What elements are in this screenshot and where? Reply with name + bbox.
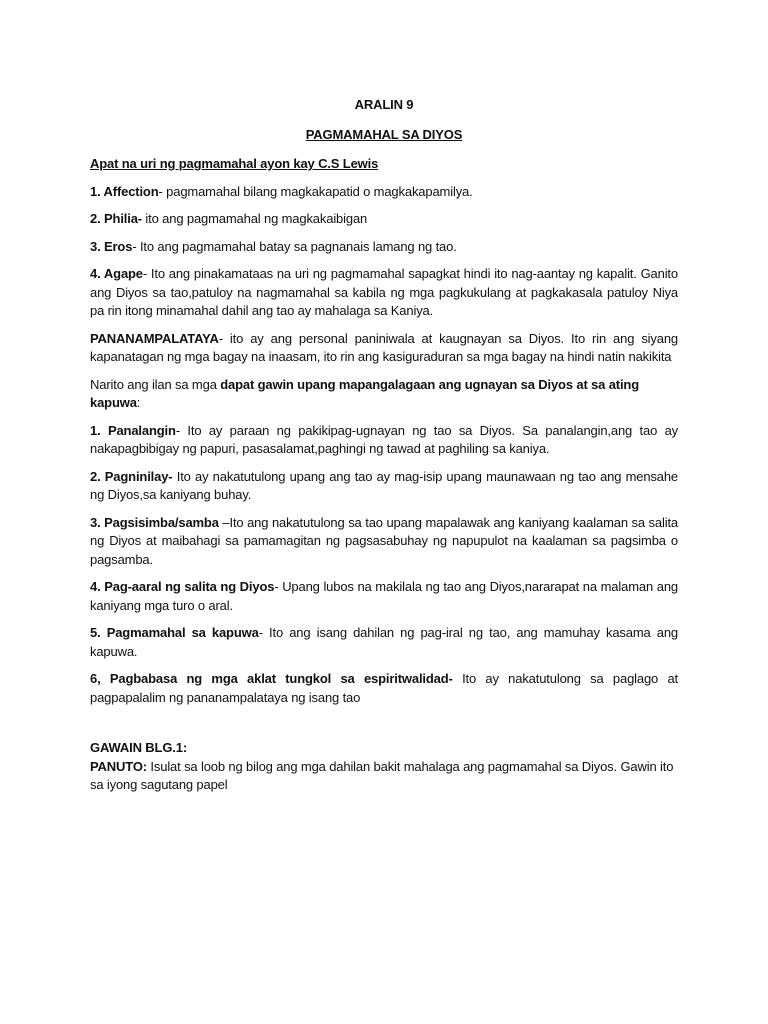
document-body [90, 96, 678, 795]
way-item [90, 578, 678, 615]
love-type-term: 3. Eros [90, 238, 133, 254]
way-text: - Upang lubos na makilala ng tao ang Diyos,nararapat na malaman ang kaniyang mga turo o aral. [90, 579, 678, 613]
way-item [90, 670, 678, 707]
way-text: –Ito ang nakatutulong sa tao upang mapalawak ang kaniyang kaalaman sa salita ng Diyos at maibahagi sa pamamagitan ng pagsasabuhay ng napupulot na kaalaman sa pagsimba o pagsamba. [90, 514, 678, 567]
love-type-term: 2. Philia- [90, 211, 142, 226]
way-term: 2. Pagninilay- [90, 468, 173, 484]
activity-instructions [90, 758, 678, 795]
way-item [90, 468, 678, 505]
way-term: 6, Pagbabasa ng mga aklat tungkol sa espiritwalidad- [90, 671, 453, 686]
love-type-text: ito ang pagmamahal ng magkakaibigan [141, 211, 368, 226]
activity-label: PANUTO: [90, 758, 147, 774]
faith-term: PANANAMPALATAYA [90, 330, 219, 346]
activity-section [90, 739, 678, 795]
way-term: 4. Pag-aaral ng salita ng Diyos [90, 579, 275, 594]
way-term: 5. Pagmamahal sa kapuwa [90, 625, 259, 640]
love-type-text: - Ito ang pinakamataas na uri ng pagmamahal sapagkat hindi ito nag-aantay ng kapalit. Ganito ang Diyos sa tao,patuloy na nagmamahal sa kabila ng mga pagkukulang at pagkakasala patuloy Niya pa rin itong minamahal dahil ang tao ay mahalaga sa Kaniya. [90, 266, 678, 318]
love-type-item [90, 238, 678, 257]
faith-definition [90, 330, 678, 367]
way-text: Ito ay nakatutulong upang ang tao ay mag-isip upang maunawaan ng tao ang mensahe ng Diyos,sa kaniyang buhay. [90, 468, 679, 502]
lewis-heading: Apat na uri ng pagmamahal ayon kay C.S Lewis [90, 156, 379, 171]
way-item [90, 624, 678, 661]
activity-heading: GAWAIN BLG.1: [90, 740, 187, 755]
way-term: 1. Panalangin [90, 422, 176, 438]
activity-text: Isulat sa loob ng bilog ang mga dahilan bakit mahalaga ang pagmamahal sa Diyos. Gawin ito sa iyong sagutang papel [90, 758, 674, 792]
faith-text: - ito ay ang personal paniniwala at kaugnayan sa Diyos. Ito rin ang siyang kapanatagan ng mga bagay na inaasam, ito rin ang kasiguraduran sa mga bagay na hindi natin nakikita [90, 330, 678, 364]
ways-intro-before: Narito ang ilan sa mga [90, 376, 221, 392]
love-type-item [90, 210, 678, 229]
lesson-title: PAGMAMAHAL SA DIYOS [305, 126, 463, 142]
love-type-item [90, 265, 678, 321]
love-type-term: 1. Affection [90, 183, 159, 199]
ways-intro-after: : [136, 395, 141, 410]
way-text: Ito ay nakatutulong sa paglago at pagpapalalim ng pananampalataya ng isang tao [90, 671, 679, 705]
way-item [90, 422, 678, 459]
ways-intro [90, 376, 678, 413]
ways-intro-bold: dapat gawin upang mapangalagaan ang ugnayan sa Diyos at sa ating kapuwa [90, 376, 640, 410]
way-text: - Ito ay paraan ng pakikipag-ugnayan ng tao sa Diyos. Sa panalangin,ang tao ay nakapagbibigay ng papuri, pasasalamat,paghingi ng tawad at paghiling sa kaniya. [90, 422, 679, 456]
way-item [90, 514, 678, 570]
love-type-item [90, 183, 678, 202]
lesson-number: ARALIN 9 [354, 97, 414, 112]
love-type-term: 4. Agape [90, 266, 143, 281]
way-text: - Ito ang isang dahilan ng pag-iral ng tao, ang mamuhay kasama ang kapuwa. [90, 625, 678, 659]
love-type-text: - pagmamahal bilang magkakapatid o magkakapamilya. [158, 183, 473, 199]
love-type-text: - Ito ang pagmamahal batay sa pagnanais lamang ng tao. [132, 238, 457, 254]
way-term: 3. Pagsisimba/samba [90, 514, 219, 530]
